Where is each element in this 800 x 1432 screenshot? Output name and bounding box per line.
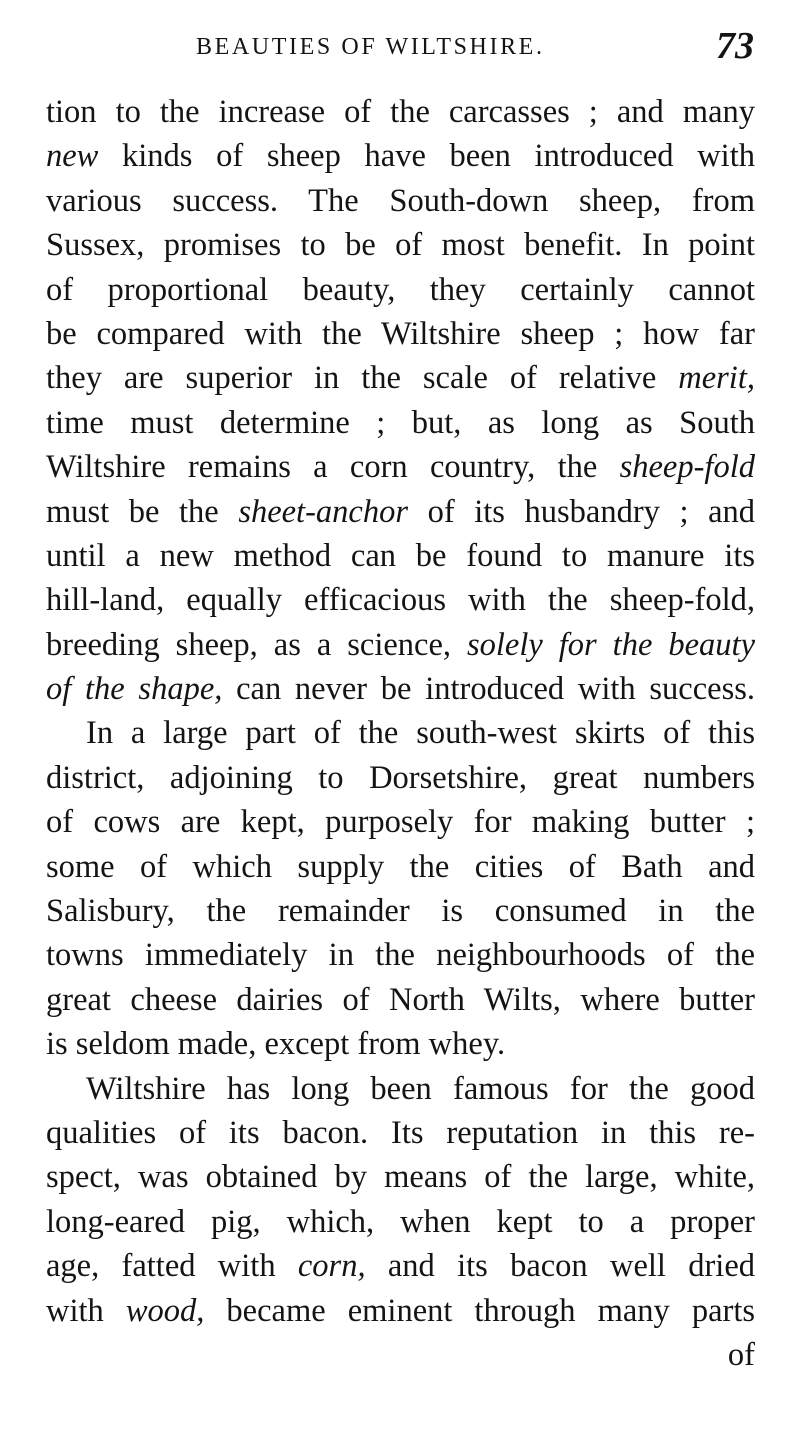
body-text	[46, 90, 755, 1377]
text-segment: is seldom made, except from whey.	[46, 1026, 506, 1063]
text-line	[46, 401, 755, 445]
text-segment: they are superior in the scale of relative	[46, 360, 679, 397]
text-segment: can never be introduced with success.	[222, 671, 755, 708]
italic-text: sheet-anchor	[238, 493, 408, 530]
text-segment: must be the	[46, 493, 239, 530]
text-segment: some of which supply the cities of Bath and	[46, 848, 755, 885]
text-line	[46, 90, 755, 134]
italic-text: new	[46, 138, 99, 175]
text-line	[46, 1022, 755, 1066]
italic-text: solely for the beauty	[466, 626, 755, 663]
text-line	[46, 312, 755, 356]
text-segment: Wiltshire remains a corn country, the	[46, 449, 620, 486]
text-line	[46, 1289, 755, 1333]
text-line	[46, 1155, 755, 1199]
text-line	[46, 179, 755, 223]
text-line	[46, 800, 755, 844]
text-segment: became eminent through many parts	[204, 1292, 755, 1329]
text-line	[46, 756, 755, 800]
text-line	[46, 1111, 755, 1155]
text-segment: Wiltshire has long been famous for the good	[86, 1070, 755, 1107]
text-segment: of	[727, 1336, 755, 1373]
text-segment: of its husbandry ; and	[408, 493, 755, 530]
text-segment: and its bacon well dried	[365, 1248, 755, 1285]
text-segment: district, adjoining to Dorsetshire, great numbers	[46, 759, 755, 796]
text-line	[46, 889, 755, 933]
text-segment: tion to the increase of the carcasses ; and many	[46, 94, 755, 130]
page-header	[0, 24, 800, 74]
text-line	[46, 1333, 755, 1377]
text-segment: In a large part of the south-west skirts of this	[86, 715, 755, 752]
text-line	[46, 356, 755, 400]
text-line	[46, 578, 755, 622]
text-segment: long-eared pig, which, when kept to a proper	[46, 1203, 755, 1240]
text-segment: of cows are kept, purposely for making butter ;	[46, 804, 755, 841]
running-title: BEAUTIES OF WILTSHIRE.	[196, 34, 545, 60]
text-line	[46, 1244, 755, 1288]
text-segment: various success. The South-down sheep, from	[46, 182, 755, 219]
text-segment: breeding sheep, as a science,	[46, 626, 467, 663]
text-segment: Sussex, promises to be of most benefit. In point	[46, 227, 755, 264]
text-segment: of proportional beauty, they certainly cannot	[46, 271, 755, 308]
text-segment: until a new method can be found to manure its	[46, 537, 755, 574]
text-line	[46, 933, 755, 977]
page-number: 73	[716, 25, 754, 67]
italic-text: wood,	[125, 1292, 205, 1329]
italic-text: sheep-fold	[619, 449, 755, 486]
text-line	[46, 978, 755, 1022]
text-segment: kinds of sheep have been introduced with	[98, 138, 755, 175]
text-segment: hill-land, equally efficacious with the sheep-fold,	[46, 582, 755, 619]
text-line	[46, 223, 755, 267]
text-line	[46, 134, 755, 178]
text-line	[46, 711, 755, 755]
text-segment: with	[46, 1292, 126, 1329]
text-segment: spect, was obtained by means of the large, white,	[46, 1159, 755, 1196]
text-segment: great cheese dairies of North Wilts, where butter	[46, 981, 755, 1018]
text-line	[46, 1200, 755, 1244]
text-line	[46, 490, 755, 534]
italic-text: of the shape,	[46, 671, 223, 708]
text-line	[46, 845, 755, 889]
text-line	[46, 1067, 755, 1111]
italic-text: merit,	[678, 360, 755, 397]
text-line	[46, 534, 755, 578]
text-segment: qualities of its bacon. Its reputation in this re-	[46, 1114, 755, 1151]
text-segment: be compared with the Wiltshire sheep ; how far	[46, 315, 755, 352]
text-line	[46, 667, 755, 711]
text-line	[46, 623, 755, 667]
text-segment: towns immediately in the neighbourhoods of the	[46, 937, 755, 974]
text-segment: time must determine ; but, as long as South	[46, 404, 755, 441]
text-segment: age, fatted with	[46, 1248, 298, 1285]
text-line	[46, 268, 755, 312]
text-segment: Salisbury, the remainder is consumed in the	[46, 893, 755, 930]
text-line	[46, 445, 755, 489]
italic-text: corn,	[297, 1248, 366, 1285]
